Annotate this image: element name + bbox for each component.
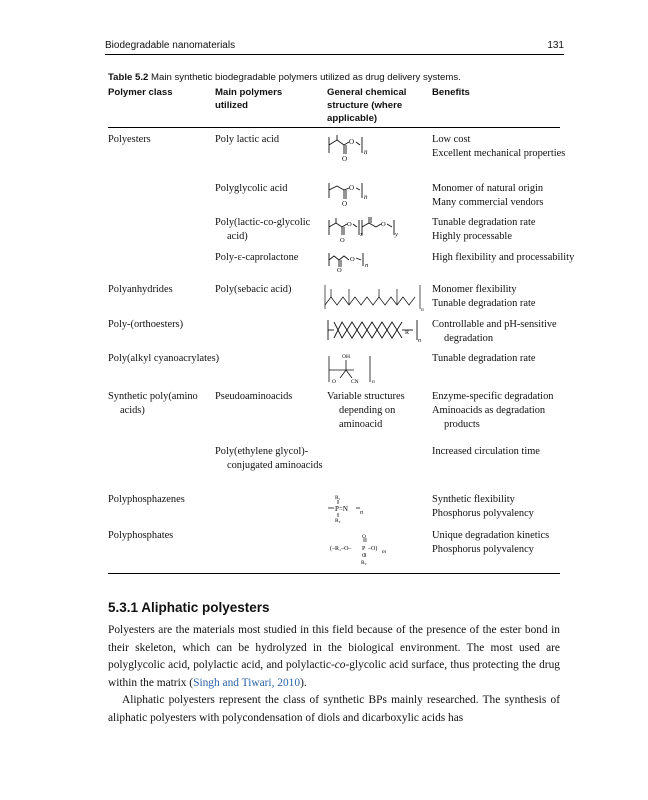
section-heading: 5.3.1 Aliphatic polyesters — [108, 600, 270, 615]
pz-n: n — [360, 510, 363, 516]
benefits-pseudoaminoacids: Enzyme-specific degradation Aminoacids as degradation products — [432, 391, 554, 430]
header-rule — [105, 54, 564, 55]
structure-polyorthoester — [325, 316, 425, 346]
pp-open: (–R₁–O– — [330, 546, 352, 552]
class-polyalkyl-cyanoacrylates: Poly(alkyl cyanoacrylates) — [108, 353, 220, 364]
class-polyphosphates: Polyphosphates — [108, 530, 174, 541]
class-polyanhydrides: Polyanhydrides — [108, 284, 173, 295]
pcl-o1: O — [350, 256, 355, 263]
structure-pla — [326, 133, 376, 163]
class-polyphosphazenes: Polyphosphazenes — [108, 494, 185, 505]
plga-x: x — [360, 231, 363, 238]
pz-r1: R₁ — [335, 495, 341, 501]
page-number: 131 — [547, 40, 564, 51]
benefits-polyanhydrides: Monomer flexibility Tunable degradation rate — [432, 284, 536, 309]
table-header-rule — [108, 127, 560, 128]
polymer-plga: Poly(lactic-co-glycolic acid) — [215, 217, 311, 242]
polymer-pseudoaminoacids: Pseudoaminoacids — [215, 391, 293, 402]
paragraph-1: Polyesters are the materials most studied in this field because of the presence of the ester bond in their skeleton, which can be hydrolyzed in the biological environment. The most used are polyglycolic acid, polylactic acid, and polylactic-co-glycolic acid surface, thus protecting the drug within the matrix (Singh and Tiwari, 2010). — [108, 624, 560, 689]
pac-n: n — [372, 379, 375, 385]
pga-o-label: O — [349, 184, 355, 192]
col-header-polymer-class: Polymer class — [108, 87, 173, 98]
pcl-o2: O — [337, 267, 342, 272]
pac-oh: OH — [342, 354, 350, 360]
structure-pga — [326, 180, 376, 206]
polymer-pcl: Poly-ε-caprolactone — [215, 252, 299, 263]
pp-o-bottom: O — [362, 553, 366, 559]
polymer-psa: Poly(sebacic acid) — [215, 284, 292, 295]
benefits-pga: Monomer of natural origin Many commercial vendors — [432, 183, 544, 208]
table-caption-text: Main synthetic biodegradable polymers utilized as drug delivery systems. — [151, 72, 461, 83]
pac-cn: CN — [351, 379, 359, 385]
pp-r2: R₂ — [361, 560, 367, 566]
polymer-pla: Poly lactic acid — [215, 134, 280, 145]
plga-o2: O — [340, 237, 345, 243]
class-polyesters: Polyesters — [108, 134, 151, 145]
pla-carbonyl-o: O — [342, 155, 348, 163]
poe-n: n — [418, 338, 421, 344]
plga-o1: O — [347, 221, 352, 228]
paragraph-2: Aliphatic polyesters represent the class of synthetic BPs mainly researched. The synthesis of aliphatic polyesters with polycondensation of diols and dicarboxylic acids has — [108, 694, 560, 724]
class-polyorthoesters: Poly-(orthoesters) — [108, 319, 184, 330]
plga-y: y — [395, 231, 398, 238]
pga-subscript: n — [364, 193, 368, 201]
structure-cyanoacrylate — [326, 350, 382, 386]
citation-link[interactable]: Singh and Tiwari, 2010 — [193, 676, 301, 689]
col-header-benefits: Benefits — [432, 87, 470, 98]
running-head — [105, 40, 564, 51]
pp-p: P — [362, 546, 366, 552]
polymer-pga: Polyglycolic acid — [215, 183, 288, 194]
benefits-pcl: High flexibility and processability — [432, 252, 575, 263]
structure-polyanhydride — [322, 283, 426, 313]
pla-o-label: O — [349, 138, 355, 146]
col-header-main-polymers: Main polymers utilized — [215, 87, 283, 111]
benefits-polyorthoesters: Controllable and pH-sensitive degradation — [432, 319, 557, 344]
structure-pcl — [326, 250, 374, 272]
benefits-peg: Increased circulation time — [432, 446, 540, 457]
pla-subscript: n — [364, 148, 368, 156]
col-header-structure: General chemical structure (where applicable) — [327, 87, 407, 124]
benefits-polyphosphazenes: Synthetic flexibility Phosphorus polyvalency — [432, 494, 534, 519]
pp-m: m — [382, 549, 386, 555]
pga-carbonyl-o: O — [342, 200, 348, 206]
pp-close: –O) — [368, 546, 378, 552]
poe-r: R — [405, 330, 410, 336]
structure-polyphosphazene — [326, 493, 366, 523]
pp-o-top: O — [362, 534, 366, 540]
benefits-polyphosphates: Unique degradation kinetics Phosphorus polyvalency — [432, 530, 550, 555]
psa-n: n — [421, 307, 424, 313]
structure-variable: Variable structures depending on aminoacid — [327, 391, 405, 430]
table-label: Table 5.2 — [108, 72, 149, 83]
polymer-peg-aminoacids: Poly(ethylene glycol)-conjugated aminoacids — [215, 446, 323, 471]
running-title: Biodegradable nanomaterials — [105, 40, 236, 51]
plga-o3: O — [381, 221, 386, 228]
benefits-pla: Low cost Excellent mechanical properties — [432, 134, 566, 159]
pz-r2: R₂ — [335, 518, 341, 523]
pcl-n: n — [365, 262, 369, 269]
benefits-polyalkyl: Tunable degradation rate — [432, 353, 536, 364]
table-caption — [108, 72, 461, 83]
benefits-plga: Tunable degradation rate Highly processable — [432, 217, 536, 242]
structure-polyphosphate — [330, 532, 400, 566]
pz-pn: P=N — [335, 505, 348, 513]
pac-o: O — [332, 379, 336, 385]
class-synthetic-poly-amino-acids: Synthetic poly(amino acids) — [108, 391, 198, 416]
table-bottom-rule — [108, 573, 560, 574]
structure-plga — [326, 215, 400, 243]
